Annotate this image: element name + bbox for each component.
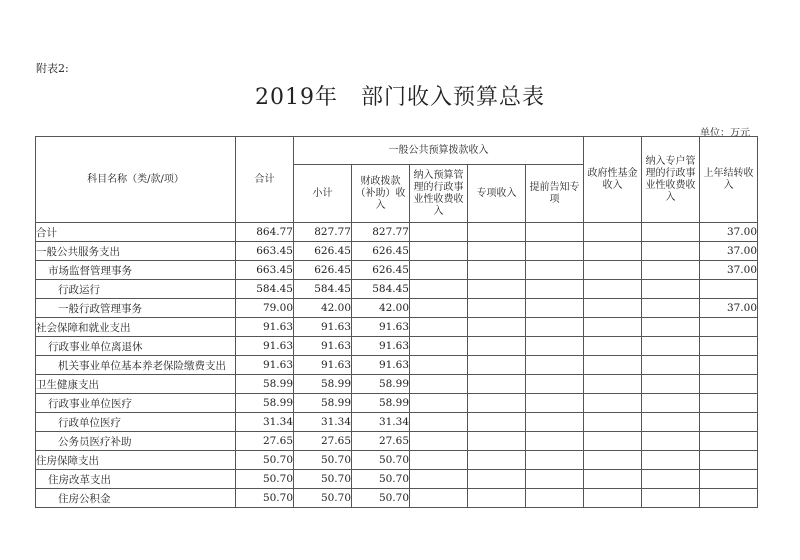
row-admin-fee-special-cell bbox=[642, 413, 700, 432]
row-advance-notice-cell bbox=[526, 280, 584, 299]
table-row bbox=[36, 394, 758, 413]
row-total-cell: 50.70 bbox=[236, 470, 294, 489]
attachment-label: 附表2: bbox=[36, 62, 69, 75]
row-subtotal-cell: 50.70 bbox=[294, 451, 352, 470]
row-advance-notice-cell bbox=[526, 489, 584, 508]
row-gov-fund-cell bbox=[584, 489, 642, 508]
row-name-cell: 公务员医疗补助 bbox=[36, 432, 236, 451]
row-gov-fund-cell bbox=[584, 261, 642, 280]
row-advance-notice-cell bbox=[526, 375, 584, 394]
row-total-cell: 58.99 bbox=[236, 375, 294, 394]
row-advance-notice-cell bbox=[526, 261, 584, 280]
row-subtotal-cell: 91.63 bbox=[294, 337, 352, 356]
row-special-income-cell bbox=[468, 223, 526, 242]
row-fiscal-cell: 91.63 bbox=[352, 337, 410, 356]
row-total-cell: 79.00 bbox=[236, 299, 294, 318]
row-admin-fee-special-cell bbox=[642, 318, 700, 337]
row-name-cell: 一般公共服务支出 bbox=[36, 242, 236, 261]
row-fiscal-cell: 50.70 bbox=[352, 451, 410, 470]
row-total-cell: 31.34 bbox=[236, 413, 294, 432]
row-admin-fee-special-cell bbox=[642, 470, 700, 489]
row-subtotal-cell: 827.77 bbox=[294, 223, 352, 242]
table-row bbox=[36, 242, 758, 261]
row-name-cell: 行政单位医疗 bbox=[36, 413, 236, 432]
header-subject: 科目名称（类/款/项） bbox=[36, 137, 236, 223]
row-fiscal-cell: 50.70 bbox=[352, 489, 410, 508]
row-advance-notice-cell bbox=[526, 451, 584, 470]
row-admin-fee-budget-cell bbox=[410, 261, 468, 280]
unit-label: 单位：万元 bbox=[700, 128, 750, 139]
row-admin-fee-budget-cell bbox=[410, 280, 468, 299]
row-admin-fee-budget-cell bbox=[410, 451, 468, 470]
row-admin-fee-special-cell bbox=[642, 280, 700, 299]
row-name-cell: 行政事业单位离退休 bbox=[36, 337, 236, 356]
header-gov-fund: 政府性基金收入 bbox=[584, 137, 642, 223]
row-gov-fund-cell bbox=[584, 432, 642, 451]
row-gov-fund-cell bbox=[584, 413, 642, 432]
row-carryover-cell bbox=[700, 470, 758, 489]
row-fiscal-cell: 58.99 bbox=[352, 394, 410, 413]
row-gov-fund-cell bbox=[584, 280, 642, 299]
header-special-income: 专项收入 bbox=[468, 165, 526, 223]
row-advance-notice-cell bbox=[526, 413, 584, 432]
row-total-cell: 91.63 bbox=[236, 337, 294, 356]
row-gov-fund-cell bbox=[584, 451, 642, 470]
row-admin-fee-budget-cell bbox=[410, 489, 468, 508]
row-name-cell: 一般行政管理事务 bbox=[36, 299, 236, 318]
row-subtotal-cell: 31.34 bbox=[294, 413, 352, 432]
row-fiscal-cell: 626.45 bbox=[352, 242, 410, 261]
header-subtotal: 小计 bbox=[294, 165, 352, 223]
row-subtotal-cell: 42.00 bbox=[294, 299, 352, 318]
row-subtotal-cell: 58.99 bbox=[294, 394, 352, 413]
row-admin-fee-budget-cell bbox=[410, 299, 468, 318]
row-gov-fund-cell bbox=[584, 394, 642, 413]
row-name-cell: 市场监督管理事务 bbox=[36, 261, 236, 280]
header-total: 合计 bbox=[236, 137, 294, 223]
row-carryover-cell bbox=[700, 489, 758, 508]
row-gov-fund-cell bbox=[584, 223, 642, 242]
row-subtotal-cell: 91.63 bbox=[294, 318, 352, 337]
budget-table bbox=[35, 136, 758, 508]
row-admin-fee-special-cell bbox=[642, 375, 700, 394]
row-carryover-cell: 37.00 bbox=[700, 223, 758, 242]
row-gov-fund-cell bbox=[584, 242, 642, 261]
row-advance-notice-cell bbox=[526, 299, 584, 318]
row-name-cell: 住房公积金 bbox=[36, 489, 236, 508]
row-name-cell: 住房保障支出 bbox=[36, 451, 236, 470]
row-subtotal-cell: 626.45 bbox=[294, 242, 352, 261]
row-subtotal-cell: 626.45 bbox=[294, 261, 352, 280]
row-subtotal-cell: 50.70 bbox=[294, 489, 352, 508]
row-special-income-cell bbox=[468, 394, 526, 413]
row-subtotal-cell: 584.45 bbox=[294, 280, 352, 299]
row-admin-fee-special-cell bbox=[642, 261, 700, 280]
table-row bbox=[36, 489, 758, 508]
table-row bbox=[36, 432, 758, 451]
row-carryover-cell bbox=[700, 375, 758, 394]
row-special-income-cell bbox=[468, 242, 526, 261]
row-advance-notice-cell bbox=[526, 432, 584, 451]
row-admin-fee-budget-cell bbox=[410, 375, 468, 394]
row-carryover-cell bbox=[700, 337, 758, 356]
row-fiscal-cell: 827.77 bbox=[352, 223, 410, 242]
row-fiscal-cell: 58.99 bbox=[352, 375, 410, 394]
row-name-cell: 行政事业单位医疗 bbox=[36, 394, 236, 413]
row-gov-fund-cell bbox=[584, 337, 642, 356]
row-admin-fee-budget-cell bbox=[410, 242, 468, 261]
row-fiscal-cell: 584.45 bbox=[352, 280, 410, 299]
table-row bbox=[36, 413, 758, 432]
table-row bbox=[36, 223, 758, 242]
header-general-public: 一般公共预算拨款收入 bbox=[294, 137, 584, 165]
row-carryover-cell bbox=[700, 413, 758, 432]
table-row bbox=[36, 337, 758, 356]
table-body bbox=[36, 223, 758, 508]
row-total-cell: 58.99 bbox=[236, 394, 294, 413]
row-advance-notice-cell bbox=[526, 470, 584, 489]
row-carryover-cell bbox=[700, 432, 758, 451]
row-admin-fee-special-cell bbox=[642, 489, 700, 508]
row-subtotal-cell: 91.63 bbox=[294, 356, 352, 375]
row-admin-fee-budget-cell bbox=[410, 356, 468, 375]
row-advance-notice-cell bbox=[526, 394, 584, 413]
row-special-income-cell bbox=[468, 432, 526, 451]
table-row bbox=[36, 318, 758, 337]
row-gov-fund-cell bbox=[584, 299, 642, 318]
row-subtotal-cell: 27.65 bbox=[294, 432, 352, 451]
row-advance-notice-cell bbox=[526, 318, 584, 337]
row-special-income-cell bbox=[468, 261, 526, 280]
row-total-cell: 864.77 bbox=[236, 223, 294, 242]
row-special-income-cell bbox=[468, 356, 526, 375]
page-title: 2019年 部门收入预算总表 bbox=[255, 85, 545, 110]
row-name-cell: 住房改革支出 bbox=[36, 470, 236, 489]
row-admin-fee-budget-cell bbox=[410, 318, 468, 337]
row-total-cell: 91.63 bbox=[236, 356, 294, 375]
row-subtotal-cell: 50.70 bbox=[294, 470, 352, 489]
row-special-income-cell bbox=[468, 299, 526, 318]
row-admin-fee-special-cell bbox=[642, 299, 700, 318]
row-carryover-cell: 37.00 bbox=[700, 299, 758, 318]
row-fiscal-cell: 31.34 bbox=[352, 413, 410, 432]
row-total-cell: 27.65 bbox=[236, 432, 294, 451]
row-special-income-cell bbox=[468, 318, 526, 337]
row-name-cell: 机关事业单位基本养老保险缴费支出 bbox=[36, 356, 236, 375]
row-name-cell: 行政运行 bbox=[36, 280, 236, 299]
row-name-cell: 社会保障和就业支出 bbox=[36, 318, 236, 337]
row-admin-fee-special-cell bbox=[642, 432, 700, 451]
row-fiscal-cell: 91.63 bbox=[352, 318, 410, 337]
row-name-cell: 卫生健康支出 bbox=[36, 375, 236, 394]
row-carryover-cell: 37.00 bbox=[700, 242, 758, 261]
row-gov-fund-cell bbox=[584, 318, 642, 337]
row-admin-fee-special-cell bbox=[642, 451, 700, 470]
row-special-income-cell bbox=[468, 413, 526, 432]
row-admin-fee-budget-cell bbox=[410, 432, 468, 451]
row-name-cell: 合计 bbox=[36, 223, 236, 242]
row-special-income-cell bbox=[468, 451, 526, 470]
row-admin-fee-budget-cell bbox=[410, 470, 468, 489]
row-total-cell: 91.63 bbox=[236, 318, 294, 337]
header-advance-notice: 提前告知专项 bbox=[526, 165, 584, 223]
row-total-cell: 663.45 bbox=[236, 261, 294, 280]
row-special-income-cell bbox=[468, 337, 526, 356]
row-total-cell: 663.45 bbox=[236, 242, 294, 261]
row-total-cell: 50.70 bbox=[236, 489, 294, 508]
row-special-income-cell bbox=[468, 489, 526, 508]
table-row bbox=[36, 356, 758, 375]
row-carryover-cell bbox=[700, 356, 758, 375]
row-admin-fee-special-cell bbox=[642, 394, 700, 413]
row-subtotal-cell: 58.99 bbox=[294, 375, 352, 394]
row-carryover-cell: 37.00 bbox=[700, 261, 758, 280]
row-fiscal-cell: 50.70 bbox=[352, 470, 410, 489]
header-admin-fee-budget: 纳入预算管理的行政事业性收费收入 bbox=[410, 165, 468, 223]
row-admin-fee-budget-cell bbox=[410, 394, 468, 413]
header-carryover: 上年结转收入 bbox=[700, 137, 758, 223]
row-special-income-cell bbox=[468, 375, 526, 394]
header-admin-fee-special: 纳入专户管理的行政事业性收费收入 bbox=[642, 137, 700, 223]
row-gov-fund-cell bbox=[584, 375, 642, 394]
row-admin-fee-budget-cell bbox=[410, 413, 468, 432]
row-special-income-cell bbox=[468, 470, 526, 489]
row-total-cell: 50.70 bbox=[236, 451, 294, 470]
table-row bbox=[36, 470, 758, 489]
row-carryover-cell bbox=[700, 280, 758, 299]
row-carryover-cell bbox=[700, 394, 758, 413]
row-admin-fee-budget-cell bbox=[410, 223, 468, 242]
row-carryover-cell bbox=[700, 318, 758, 337]
row-gov-fund-cell bbox=[584, 470, 642, 489]
row-advance-notice-cell bbox=[526, 356, 584, 375]
row-admin-fee-special-cell bbox=[642, 356, 700, 375]
row-fiscal-cell: 626.45 bbox=[352, 261, 410, 280]
row-total-cell: 584.45 bbox=[236, 280, 294, 299]
row-admin-fee-special-cell bbox=[642, 223, 700, 242]
table-row bbox=[36, 375, 758, 394]
row-special-income-cell bbox=[468, 280, 526, 299]
row-carryover-cell bbox=[700, 451, 758, 470]
row-gov-fund-cell bbox=[584, 356, 642, 375]
row-advance-notice-cell bbox=[526, 223, 584, 242]
row-fiscal-cell: 91.63 bbox=[352, 356, 410, 375]
row-fiscal-cell: 42.00 bbox=[352, 299, 410, 318]
table-row bbox=[36, 280, 758, 299]
header-fiscal: 财政拨款（补助）收入 bbox=[352, 165, 410, 223]
table-row bbox=[36, 261, 758, 280]
table-row bbox=[36, 451, 758, 470]
row-admin-fee-special-cell bbox=[642, 242, 700, 261]
row-fiscal-cell: 27.65 bbox=[352, 432, 410, 451]
row-admin-fee-budget-cell bbox=[410, 337, 468, 356]
row-advance-notice-cell bbox=[526, 337, 584, 356]
row-advance-notice-cell bbox=[526, 242, 584, 261]
table-row bbox=[36, 299, 758, 318]
row-admin-fee-special-cell bbox=[642, 337, 700, 356]
